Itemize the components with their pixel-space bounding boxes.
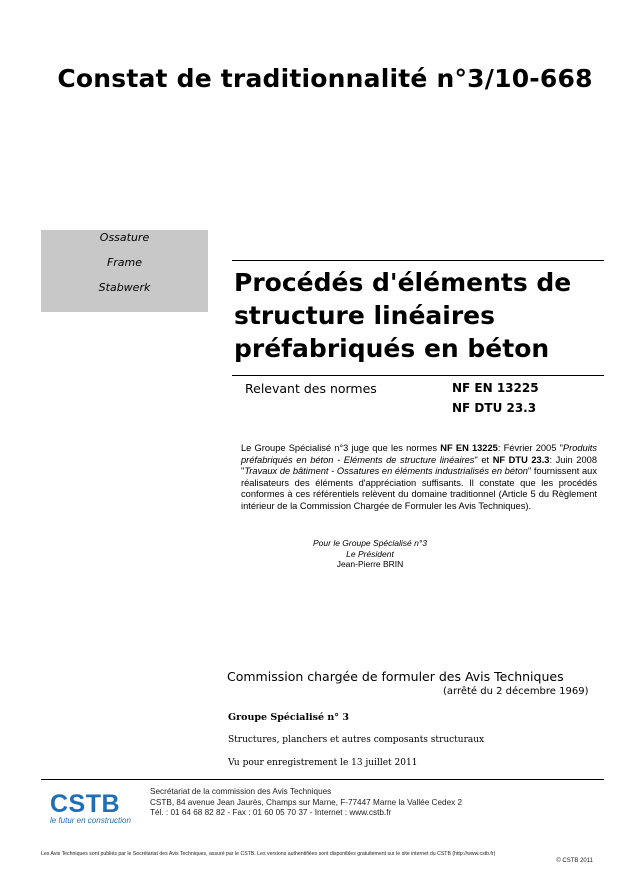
cstb-logo [50, 790, 140, 830]
keyword-de: Stabwerk [98, 281, 151, 294]
text: " fournissent aux réalisateurs des éléments d'appréciation suffisants. Il constate que les procédés conformes à ces référentiels relèvent du domaine traditionnel (Article 5 du Règlement intérieur de la Commission Chargée de Formuler les Avis Techniques). [241, 466, 598, 511]
signature-role: Le Président [346, 548, 394, 559]
procede-line: structure linéaires [234, 301, 496, 330]
decision-paragraph [241, 443, 597, 513]
keywords-box [41, 230, 208, 312]
text: " et [474, 454, 493, 465]
footer-contact [150, 787, 462, 819]
keyword-fr: Ossature [99, 231, 150, 244]
footer-line: Secrétariat de la commission des Avis Techniques [150, 787, 332, 796]
signature-block [300, 538, 440, 570]
registration-date: Vu pour enregistrement le 13 juillet 2011 [228, 758, 418, 768]
divider [232, 375, 604, 376]
norm-ref: NF EN 13225 [440, 443, 498, 453]
publication-note: Les Avis Techniques sont publiés par le Secrétariat des Avis Techniques, assuré par le CSTB. Les versions authentifiées sont disponibles gratuitement sur le site internet du CSTB (http://www.cstb.fr) [41, 851, 496, 857]
relevant-label: Relevant des normes [245, 381, 377, 396]
logo-text: CSTB [50, 790, 121, 818]
text: Le Groupe Spécialisé n°3 juge que les normes [241, 443, 441, 453]
groupe-label: Groupe Spécialisé n° 3 [228, 712, 349, 723]
norm-title: Travaux de bâtiment - Ossatures en éléments industrialisés en béton [244, 466, 528, 477]
logo-tagline: le futur en construction [50, 816, 131, 825]
procede-line: Procédés d'éléments de [234, 268, 572, 297]
procede-line: préfabriqués en béton [234, 334, 550, 363]
procede-title [234, 266, 614, 365]
norm-title: Produits préfabriqués en béton - Eléments de structure linéaires [241, 443, 597, 465]
divider [232, 260, 604, 261]
footer-line: Tél. : 01 64 68 82 82 - Fax : 01 60 05 70 37 - Internet : www.cstb.fr [150, 808, 392, 817]
commission-title: Commission chargée de formuler des Avis Techniques [227, 669, 564, 684]
page-title: Constat de traditionnalité n°3/10-668 [57, 64, 593, 93]
signature-name: Jean-Pierre BRIN [336, 559, 404, 569]
norm-ref: NF DTU 23.3 [492, 454, 550, 465]
norm-dtu: NF DTU 23.3 [452, 401, 537, 415]
groupe-scope: Structures, planchers et autres composants structuraux [228, 735, 485, 745]
arrete-date: (arrêté du 2 décembre 1969) [443, 686, 589, 697]
signature-line: Pour le Groupe Spécialisé n°3 [313, 538, 427, 548]
divider [41, 779, 604, 780]
keyword-en: Frame [106, 256, 143, 269]
text: : Février 2005 " [497, 443, 563, 453]
footer-line: CSTB, 84 avenue Jean Jaurès, Champs sur Marne, F-77447 Marne la Vallée Cedex 2 [150, 797, 463, 807]
text: : Juin 2008 " [241, 454, 597, 477]
norm-en: NF EN 13225 [452, 381, 539, 395]
copyright: © CSTB 2011 [556, 858, 593, 864]
